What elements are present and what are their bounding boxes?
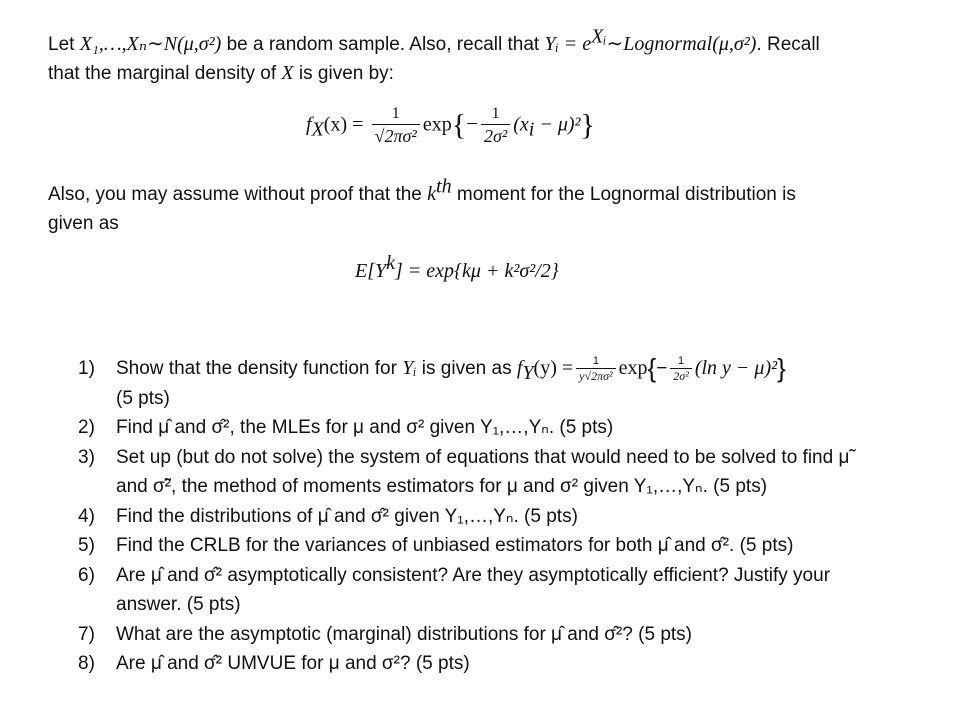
- item1-fy-sub: Y: [522, 361, 534, 384]
- intro-line-1: [48, 25, 820, 59]
- density-frac-num: 1: [372, 104, 420, 125]
- item-number: 7): [78, 623, 95, 645]
- item-number: 1): [78, 358, 95, 379]
- intro-text-recall: . Recall: [756, 34, 820, 55]
- intro-text-given: is given by:: [293, 63, 394, 84]
- also-text-end: moment for the Lognormal distribution is: [451, 184, 796, 205]
- item1-fy: f: [516, 357, 523, 379]
- item-number: 5): [78, 535, 95, 557]
- list-item-continuation: [78, 384, 849, 414]
- density-inner-tail: − μ)²: [534, 113, 581, 136]
- item-text-cont: answer. (5 pts): [116, 594, 241, 616]
- item-text-cont: and σ̃², the method of moments estimators for μ and σ² given Y₁,…,Yₙ. (5 pts): [116, 476, 768, 498]
- item-text: Are μ̂ and σ̂² UMVUE for μ and σ²? (5 pts): [116, 653, 470, 675]
- item-number: 8): [78, 653, 95, 675]
- item1-yi: Yᵢ: [402, 357, 417, 379]
- x-variable: X: [281, 62, 294, 84]
- item-number: 3): [78, 446, 95, 468]
- item1-frac-num: 1: [576, 355, 615, 369]
- also-text-start: Also, you may assume without proof that the: [48, 184, 428, 205]
- item-text-cont: (5 pts): [116, 387, 170, 409]
- list-item: [78, 531, 849, 561]
- list-item: [78, 561, 849, 591]
- item-text: Are μ̂ and σ̂² asymptotically consistent? Are they asymptotically efficient? Justify your: [116, 564, 831, 586]
- item1-inner-fraction: [670, 355, 692, 383]
- intro-text-middle: be a random sample. Also, recall that: [221, 34, 545, 55]
- item1-close-brace: }: [777, 353, 786, 384]
- question-list: [78, 354, 849, 679]
- density-frac-den: √2πσ²: [374, 126, 417, 146]
- item-text: Show that the density function for: [116, 358, 403, 379]
- density-exp: exp: [422, 113, 452, 136]
- item1-given-as: is given as: [416, 358, 517, 379]
- also-line-1: [48, 175, 796, 209]
- density-equation: $f_X(x)$ = $\frac{1}{\text{√2πσ²}}$ exp{− $\frac{1}{\text{2σ²}}$ $(x_i - \mu)^2$}: [306, 105, 595, 146]
- intro-text-let: Let: [48, 34, 80, 55]
- intro-text-marginal: that the marginal density of: [48, 63, 282, 84]
- item-text: What are the asymptotic (marginal) distributions for μ̂ and σ̂²? (5 pts): [116, 623, 693, 645]
- density-lhs-arg: (x) =: [323, 113, 364, 136]
- moment-rhs: ] = exp{kμ + k²σ²/2}: [395, 260, 559, 282]
- k-variable: k: [427, 183, 437, 205]
- density-inner-num: 1: [481, 104, 510, 125]
- density-inner-fraction: [481, 104, 510, 147]
- item1-fraction: [576, 355, 615, 383]
- item1-fy-arg: (y) =: [533, 357, 574, 379]
- density-f-sub: X: [311, 118, 324, 141]
- list-item: [78, 413, 849, 443]
- also-text-given: given as: [48, 213, 119, 234]
- yi-math: Yᵢ = e: [544, 33, 592, 55]
- density-fraction: [372, 104, 420, 147]
- also-line-2: [48, 209, 119, 238]
- item1-inner-num: 1: [670, 355, 692, 369]
- moment-sup: k: [386, 252, 396, 274]
- density-inner-den: 2σ²: [483, 126, 508, 146]
- item-number: 2): [78, 417, 95, 439]
- list-item: [78, 502, 849, 532]
- lognormal-math: ∼Lognormal(μ,σ²): [606, 33, 757, 55]
- item-text: Find the distributions of μ̂ and σ̂² given Y₁,…,Yₙ. (5 pts): [116, 505, 578, 527]
- intro-line-2: [48, 59, 394, 88]
- density-open-brace: {: [451, 108, 467, 142]
- density-f: f: [306, 113, 312, 136]
- item-text: Find the CRLB for the variances of unbiased estimators for both μ̂ and σ̂². (5 pts): [116, 535, 794, 557]
- moment-equation: [355, 252, 559, 283]
- xi-exponent: Xᵢ: [591, 25, 607, 48]
- random-sample-math: X₁,…,Xₙ∼N(μ,σ²): [79, 33, 222, 55]
- th-superscript: th: [436, 175, 452, 198]
- item1-inner-den: 2σ²: [673, 368, 689, 383]
- list-item: 1) Show that the density function for Yᵢ is given as $f_Y(y)$ = $\frac{1}{\text{y√2πσ²}}$ exp{− $\frac{1}{\text{2σ²}}$ (ln y − μ)²}: [78, 353, 786, 384]
- list-item: [78, 649, 849, 679]
- list-item: [78, 443, 849, 473]
- item1-frac-den: y√2πσ²: [579, 368, 613, 383]
- density-inner-sub: i: [528, 118, 535, 141]
- list-item: [78, 620, 849, 650]
- density-inner-rest: (x: [513, 113, 529, 136]
- item-number: 6): [78, 564, 95, 586]
- item-text: Set up (but do not solve) the system of equations that would need to be solved to find μ̃: [116, 446, 850, 468]
- item-number: 4): [78, 505, 95, 527]
- list-item-continuation: [78, 472, 849, 502]
- list-item-continuation: [78, 590, 849, 620]
- item1-inner-rest: (ln y − μ)²: [694, 357, 778, 379]
- item1-exp: exp: [618, 357, 648, 379]
- moment-lhs: E[Y: [355, 260, 387, 282]
- density-close-brace: }: [580, 108, 595, 142]
- item-text: Find μ̂ and σ̂², the MLEs for μ and σ² given Y₁,…,Yₙ. (5 pts): [116, 417, 614, 439]
- item1-open-brace: {: [647, 353, 657, 384]
